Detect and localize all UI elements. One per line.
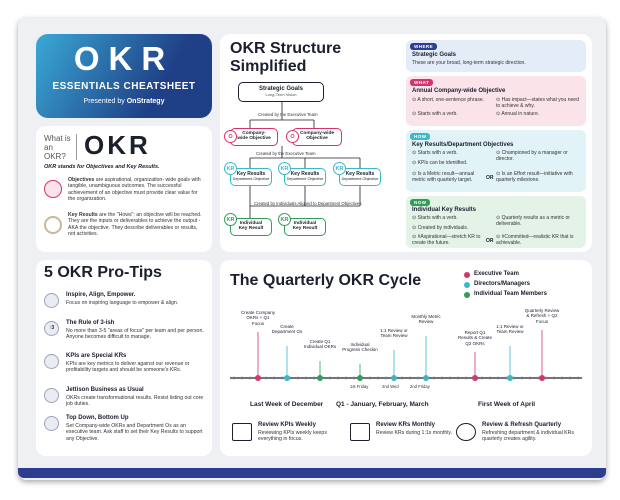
dept-kr-label-1: Key Results: [236, 171, 266, 177]
event-label-3: Create Q1 Individual OKRs: [303, 339, 337, 350]
dept-obj-label-2: Department Objective: [286, 177, 324, 181]
kr-badge-5: KR: [278, 213, 291, 226]
where-title: Strategic Goals: [412, 52, 457, 58]
company-objective-box-1: [230, 128, 278, 146]
by-exec-note-2: Created by the Executive Team: [256, 151, 316, 156]
footer-title-2: Review KRs Monthly: [376, 422, 436, 428]
what-tag: WHAT: [410, 79, 433, 86]
tip-title-3: KPIs are Special KRs: [66, 353, 127, 359]
legend-label-3: Individual Team Members: [474, 291, 547, 297]
objectives-label: Objectives: [68, 177, 95, 183]
kr-label: Key Results: [68, 212, 98, 218]
objectives-desc: are aspirational, organization- wide goals with tangible, unambiguous outcomes. The successful achievement of an objective must provide clear value for the organization.: [68, 177, 201, 202]
what-item-4-text: Annual in nature.: [501, 111, 540, 117]
by-individuals-note: Created by Individuals Aligned to Department Objectives: [254, 201, 362, 206]
what-intro: OKR stands for Objectives and Key Results.: [44, 164, 160, 170]
now-item-2: ⊙ Quarterly results as a metric or deliverable.: [496, 215, 570, 227]
footer-title-1: Review KPIs Weekly: [258, 422, 316, 428]
now-item-3: ⊙ Created by individuals.: [412, 225, 469, 231]
tips-title: 5 OKR Pro-Tips: [44, 264, 162, 281]
presented-by: [36, 98, 212, 105]
event-label-4: Individual Progress Checkin: [342, 342, 378, 353]
event-label-9: Quarterly Review & Refresh + Q2 Focus: [524, 308, 560, 324]
dept-kr-label-3: Key Results: [345, 171, 375, 177]
objective-badge-1: O: [224, 130, 237, 143]
company-objective-label-2: Company-wide Objective: [299, 131, 335, 141]
kr-badge-4: KR: [224, 213, 237, 226]
cycle-panel: [220, 260, 592, 456]
now-item-1: ⊙ Starts with a verb.: [412, 215, 458, 221]
now-item-4: ⊙ #Aspirational—stretch KR to create the future.: [412, 234, 481, 246]
now-tag: NOW: [410, 199, 430, 206]
dept-obj-label-3: Department Objective: [341, 177, 379, 181]
what-item-3-text: Starts with a verb.: [417, 111, 458, 117]
period-label-1: Last Week of December: [250, 401, 324, 408]
presented-prefix: Presented by: [83, 98, 127, 105]
tip-text-1: Focus on inspiring language to empower & align.: [66, 300, 179, 306]
footer-text-1: Reviewing KPIs weekly keeps everything in focus.: [258, 430, 327, 443]
how-section: [406, 130, 586, 192]
tip-title-5: Top Down, Bottom Up: [66, 415, 129, 421]
key-results-text: [68, 212, 206, 237]
what-item-2-text: Has impact—states what you need to achieve & why.: [496, 97, 579, 109]
how-item-4: ⊙ Is a Metric result—annual metric with quarterly target.: [412, 171, 475, 183]
tip-title-4: Jettison Business as Usual: [66, 387, 144, 393]
now-item-2-text: Quarterly results as a metric or deliverable.: [496, 215, 570, 227]
how-tag: HOW: [410, 133, 430, 140]
strategic-goals-sub: Long-Term Vision: [265, 92, 297, 97]
legend-label-1: Executive Team: [474, 271, 519, 277]
now-section: [406, 196, 586, 248]
how-item-2-text: Championed by a manager or director.: [496, 150, 568, 162]
individual-kr-label-1: Individual Key Result: [238, 221, 264, 231]
header-title: OKR: [73, 40, 175, 77]
dept-kr-label-2: Key Results: [290, 171, 320, 177]
divider: [76, 134, 77, 160]
tip-text-3: KPIs are key metrics to deliver against our revenue or profitability targets and should be someone's KRs.: [66, 361, 190, 374]
tip-title-1: Inspire, Align, Empower.: [66, 292, 136, 298]
objective-badge-2: O: [286, 130, 299, 143]
event-label-6: Monthly Metric Review: [411, 314, 441, 325]
brand-name: OnStrategy: [126, 98, 165, 105]
calendar-icon: [350, 423, 370, 441]
how-or: OR: [486, 175, 494, 181]
how-item-5-text: Is an Effort result—initiative with quarterly milestone.: [496, 171, 573, 183]
what-item-1: ⊙ A short, one-sentence phrase.: [412, 97, 485, 103]
legend-label-2: Directors/Managers: [474, 281, 531, 287]
period-label-2: Q1 - January, February, March: [336, 401, 429, 408]
tip-text-4: OKRs create transformational results. Resist listing out core job duties.: [66, 395, 204, 408]
sheet-bottom-bar: [18, 468, 606, 478]
what-section-title: Annual Company-wide Objective: [412, 88, 506, 94]
tip-icon-5: [44, 416, 59, 431]
kr-badge-1: KR: [224, 162, 237, 175]
now-item-4-text: #Aspirational—stretch KR to create the future.: [412, 234, 481, 246]
header-banner: [36, 34, 212, 118]
cycle-title: The Quarterly OKR Cycle: [230, 272, 422, 289]
friday-label-1: 1st Friday: [350, 384, 369, 389]
how-item-4-text: Is a Metric result—annual metric with quarterly target.: [412, 171, 475, 183]
tip-icon-4: [44, 388, 59, 403]
friday-label-3: 2nd Friday: [410, 384, 430, 389]
event-marker-9: [539, 375, 545, 381]
what-item-4: ⊙ Annual in nature.: [496, 111, 540, 117]
what-question: What is an OKR?: [44, 134, 71, 161]
what-title: OKR: [84, 130, 151, 160]
tip-icon-1: [44, 293, 59, 308]
now-title: Individual Key Results: [412, 207, 477, 213]
kr-badge-3: KR: [333, 162, 346, 175]
how-item-1-text: Starts with a verb.: [417, 150, 458, 156]
now-item-5-text: #Committed—realistic KR that is achievable.: [496, 234, 574, 246]
tip-title-2: The Rule of 3-ish: [66, 320, 115, 326]
company-objective-label-1: Company-wide Objective: [237, 131, 271, 141]
now-item-1-text: Starts with a verb.: [417, 215, 458, 221]
refresh-icon: [456, 423, 476, 441]
how-title: Key Results/Department Objectives: [412, 142, 514, 148]
footer-title-3: Review & Refresh Quarterly: [482, 422, 562, 428]
what-section: [406, 76, 586, 126]
event-marker-7: [472, 375, 478, 381]
individual-kr-label-2: Individual Key Result: [292, 221, 318, 231]
calendar-icon: [232, 423, 252, 441]
footer-text-2: Review KRs during 1:1s monthly.: [376, 430, 453, 436]
tip-text-5: Set Company-wide OKRs and Department Os as an executive team. Ask staff to set their Key Results to support any Objective.: [66, 423, 203, 442]
strategic-goals-label: Strategic Goals: [258, 86, 303, 92]
now-item-5: ⊙ #Committed—realistic KR that is achievable.: [496, 234, 574, 246]
by-exec-note-1: Created by the Executive Team: [258, 112, 318, 117]
where-section: [406, 40, 586, 72]
footer-text-3: Refreshing department & individual KRs quarterly creates agility.: [482, 430, 574, 443]
strategic-goals-box: [238, 82, 324, 102]
what-item-1-text: A short, one-sentence phrase.: [417, 97, 485, 103]
where-text: These are your broad, long-term strategic direction.: [412, 60, 526, 66]
how-item-3-text: KPIs can be identified.: [417, 160, 468, 166]
now-item-3-text: Created by individuals.: [417, 225, 469, 231]
steps-icon: [44, 180, 62, 198]
where-tag: WHERE: [410, 43, 437, 50]
now-or: OR: [486, 238, 494, 244]
event-label-2: Create Department Os: [271, 324, 303, 335]
event-marker-8: [507, 375, 513, 381]
how-item-1: ⊙ Starts with a verb.: [412, 150, 458, 156]
how-item-5: ⊙ Is an Effort result—initiative with quarterly milestone.: [496, 171, 573, 183]
header-subtitle: ESSENTIALS CHEATSHEET: [52, 81, 196, 92]
event-label-8: 1:1 Review or Team Review: [496, 324, 524, 335]
what-item-3: ⊙ Starts with a verb.: [412, 111, 458, 117]
event-label-5: 1:1 Review or Team Review: [380, 328, 408, 339]
how-item-2: ⊙ Championed by a manager or director.: [496, 150, 568, 162]
dept-obj-label-1: Department Objective: [232, 177, 270, 181]
what-item-2: ⊙ Has impact—states what you need to achieve & why.: [496, 97, 579, 109]
event-label-7: Report Q1 Results & Create Q2 OKRs: [457, 330, 492, 346]
tip-text-2: No more than 3-5 "areas of focus" per team and per person. Anyone becomes difficult to manage.: [66, 328, 204, 341]
period-label-3: First Week of April: [478, 401, 536, 408]
structure-title: OKR Structure Simplified: [230, 40, 342, 75]
event-marker-2: [284, 375, 290, 381]
kr-badge-2: KR: [278, 162, 291, 175]
friday-label-2: 2nd Wed: [382, 384, 399, 389]
what-is-okr-panel: [36, 126, 212, 252]
tip-icon-3: [44, 354, 59, 369]
target-icon: [44, 216, 62, 234]
pro-tips-panel: [36, 260, 212, 456]
company-objective-box-2: [292, 128, 342, 146]
objectives-text: [68, 177, 206, 202]
event-label-1: Create Company OKRs + Q1 Focus: [240, 310, 276, 326]
structure-panel: [220, 34, 592, 252]
kr-desc: are the "Hows": an objective will be reached. They are the inputs or deliverables to achieve the output - AKA the objective. They describe deliverables or results, not activities.: [68, 212, 202, 237]
how-item-3: ⊙ KPIs can be identified.: [412, 160, 468, 166]
tip-icon-2: ↑3: [44, 321, 59, 336]
